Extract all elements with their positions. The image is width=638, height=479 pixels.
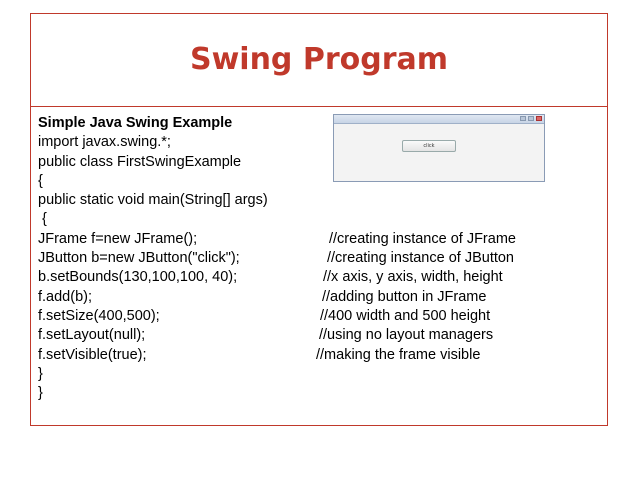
code-comment: //x axis, y axis, width, height: [323, 269, 503, 286]
code-line: }: [38, 385, 43, 402]
maximize-icon: [528, 116, 534, 121]
code-line: f.setVisible(true); //making the frame visible: [38, 346, 598, 365]
code-line: }: [38, 365, 43, 382]
title-divider: [30, 106, 608, 107]
close-icon: [536, 116, 542, 121]
minimize-icon: [520, 116, 526, 121]
window-title-bar: [334, 115, 544, 124]
slide-title: Swing Program: [189, 42, 449, 77]
code-comment: //400 width and 500 height: [320, 307, 491, 324]
code-line: public class FirstSwingExample: [38, 153, 242, 170]
code-line: f.add(b); //adding button in JFrame: [38, 288, 598, 307]
code-comment: //creating instance of JFrame: [329, 230, 516, 247]
code-line: f.setLayout(null); //using no layout managers: [38, 326, 598, 345]
window-controls: [520, 116, 542, 121]
code-line: f.setSize(400,500); //400 width and 500 height: [38, 307, 598, 326]
code-line: public static void main(String[] args): [38, 192, 268, 209]
jframe-preview-window: [333, 114, 545, 182]
code-comment: //creating instance of JButton: [327, 250, 514, 267]
code-line: JButton b=new JButton("click"); //creating instance of JButton: [38, 249, 598, 268]
code-heading: Simple Java Swing Example: [38, 115, 233, 131]
code-line: import javax.swing.*;: [38, 134, 171, 151]
code-line: JFrame f=new JFrame(); //creating instance of JFrame: [38, 230, 598, 249]
code-line: b.setBounds(130,100,100, 40); //x axis, y axis, width, height: [38, 268, 598, 287]
code-comment: //using no layout managers: [319, 327, 494, 344]
code-comment: //making the frame visible: [316, 346, 481, 363]
jbutton-preview: click: [402, 140, 456, 152]
code-line: {: [38, 211, 47, 228]
code-comment: //adding button in JFrame: [322, 288, 487, 305]
code-line: {: [38, 172, 43, 189]
